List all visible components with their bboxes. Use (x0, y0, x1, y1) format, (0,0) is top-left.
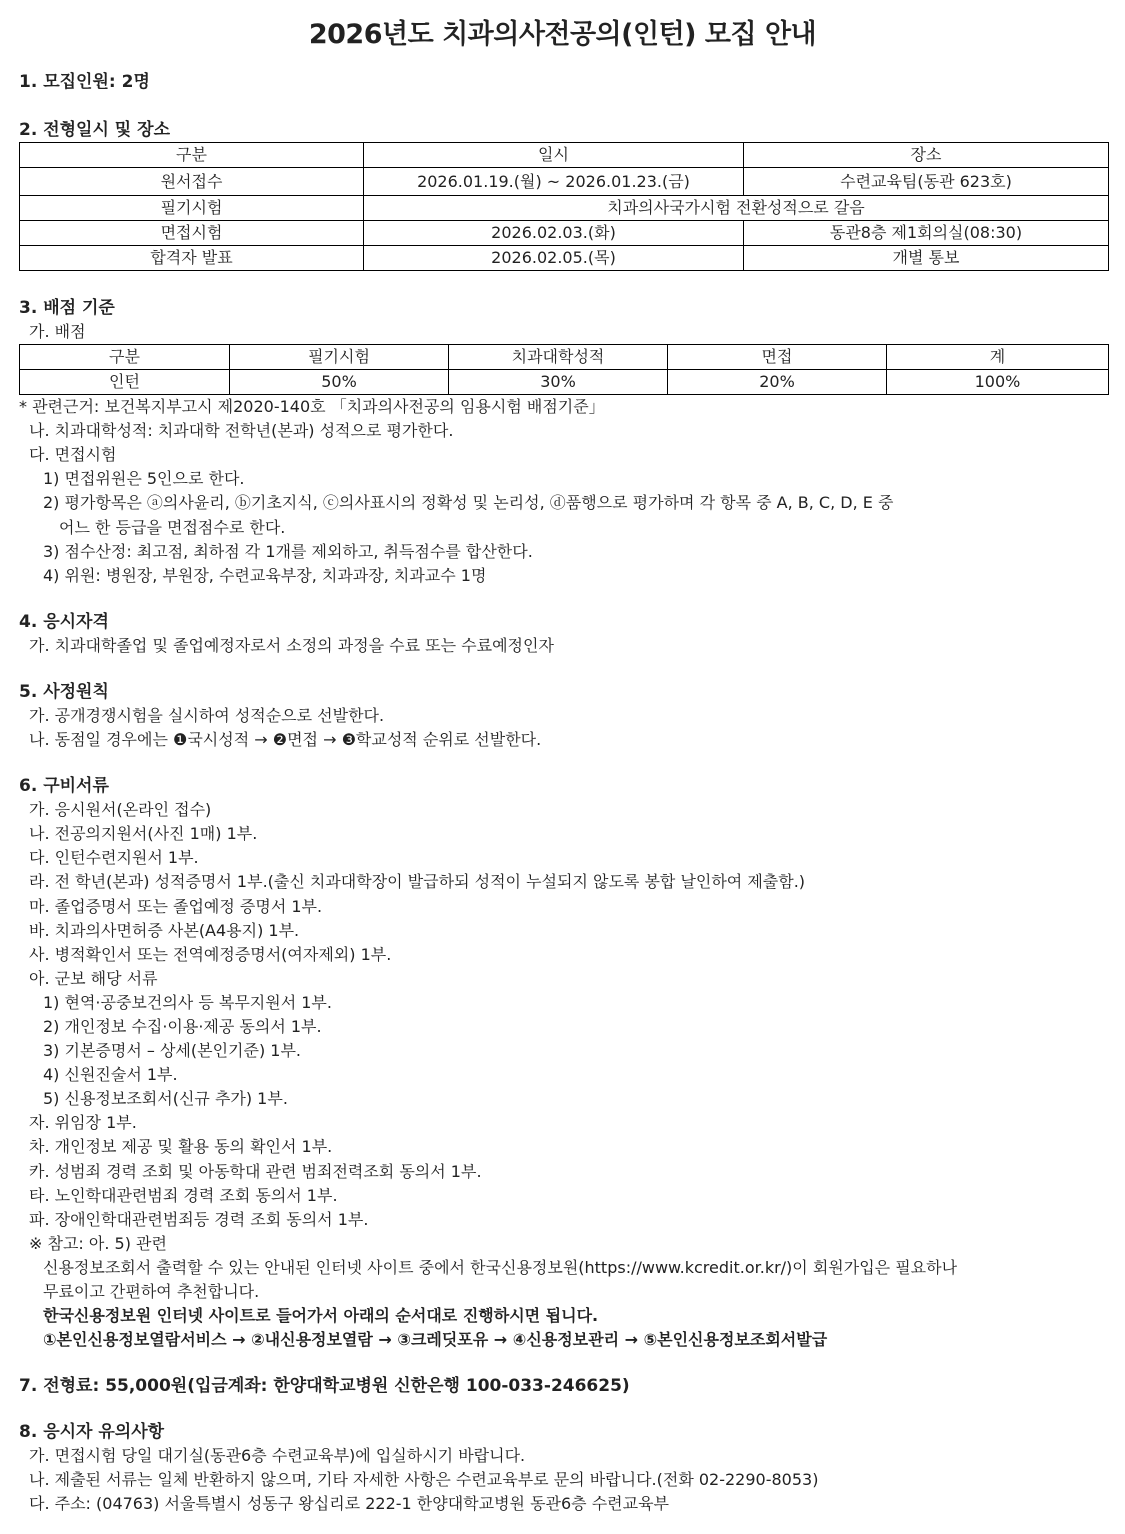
list-item: 나. 동점일 경우에는 ❶국시성적 → ❷면접 → ❸학교성적 순위로 선발한다. (29, 730, 542, 750)
section-2-title: 2. 전형일시 및 장소 (19, 120, 170, 140)
list-item: 가. 공개경쟁시험을 실시하여 성적순으로 선발한다. (29, 705, 385, 725)
table-row (20, 221, 1109, 246)
list-item-continuation: 어느 한 등급을 면접점수로 한다. (59, 517, 286, 537)
list-item: 3) 점수산정: 최고점, 최하점 각 1개를 제외하고, 취득점수를 합산한다. (43, 541, 533, 561)
section-1-title: 1. 모집인원: 2명 (19, 72, 150, 92)
sub-list-item: 3) 기본증명서 – 상세(본인기준) 1부. (43, 1041, 301, 1061)
list-item: 라. 전 학년(본과) 성적증명서 1부.(출신 치과대학장이 발급하되 성적이 누설되지 않도록 봉합 날인하여 제출함.) (29, 872, 806, 892)
table-cell: 필기시험 (20, 196, 364, 221)
list-item: 다. 주소: (04763) 서울특별시 성동구 왕십리로 222-1 한양대학교병원 동관6층 수련교육부 (29, 1494, 669, 1514)
spacer (19, 271, 1109, 296)
list-item: 아. 군보 해당 서류 (29, 968, 158, 988)
list-item: 파. 장애인학대관련범죄등 경력 조회 동의서 1부. (29, 1209, 369, 1229)
table-cell: 합격자 발표 (20, 246, 364, 271)
score-table (19, 344, 1109, 395)
sub-list-item: 5) 신용정보조회서(신규 추가) 1부. (43, 1089, 288, 1109)
table-cell: 개별 통보 (744, 246, 1109, 271)
note-title: ※ 참고: 아. 5) 관련 (29, 1233, 167, 1253)
note-instruction: 한국신용정보원 인터넷 사이트로 들어가서 아래의 순서대로 진행하시면 됩니다. (43, 1306, 599, 1326)
sub-list-item: 2) 개인정보 수집·이용·제공 동의서 1부. (43, 1016, 322, 1036)
note-steps: ①본인신용정보열람서비스 → ②내신용정보열람 → ③크레딧포유 → ④신용정보관리 → ⑤본인신용정보조회서발급 (43, 1330, 828, 1350)
sub-list-item: 1) 현역·공중보건의사 등 복무지원서 1부. (43, 992, 332, 1012)
list-item: 카. 성범죄 경력 조회 및 아동학대 관련 범죄전력조회 동의서 1부. (29, 1161, 482, 1181)
table-cell: 수련교육팀(동관 623호) (744, 168, 1109, 196)
table-row (20, 246, 1109, 271)
table-cell: 치과의사국가시험 전환성적으로 갈음 (364, 196, 1109, 221)
page-title: 2026년도 치과의사전공의(인턴) 모집 안내 (308, 19, 817, 50)
section-6-title: 6. 구비서류 (19, 776, 109, 797)
note-line: 무료이고 간편하여 추천합니다. (43, 1282, 260, 1301)
spacer (19, 752, 1109, 774)
list-item: 가. 면접시험 당일 대기실(동관6층 수련교육부)에 입실하시기 바랍니다. (29, 1446, 526, 1466)
list-item: 4) 위원: 병원장, 부원장, 수련교육부장, 치과과장, 치과교수 1명 (43, 565, 487, 585)
list-item: 나. 전공의지원서(사진 1매) 1부. (29, 824, 258, 844)
table-row (20, 370, 1109, 395)
table-header-cell: 일시 (364, 143, 744, 168)
document-body (19, 70, 1109, 1517)
spacer (19, 1352, 1109, 1374)
list-item: 가. 치과대학졸업 및 졸업예정자로서 소정의 과정을 수료 또는 수료예정인자 (29, 635, 554, 655)
section-8-title: 8. 응시자 유의사항 (19, 1422, 165, 1443)
list-item: 나. 제출된 서류는 일체 반환하지 않으며, 기타 자세한 사항은 수련교육부로 문의 바랍니다.(전화 02-2290-8053) (29, 1470, 819, 1490)
spacer (19, 658, 1109, 680)
table-cell: 20% (668, 370, 887, 395)
table-cell: 인턴 (20, 370, 230, 395)
list-item: 차. 개인정보 제공 및 활용 동의 확인서 1부. (29, 1137, 333, 1157)
list-item: 마. 졸업증명서 또는 졸업예정 증명서 1부. (29, 896, 323, 916)
table-cell: 100% (887, 370, 1109, 395)
section-3-sub-a: 가. 배점 (29, 322, 86, 341)
schedule-table (19, 142, 1109, 271)
list-item: 자. 위임장 1부. (29, 1113, 137, 1133)
table-cell: 2026.02.05.(목) (364, 246, 744, 271)
list-item: 1) 면접위원은 5인으로 한다. (43, 469, 245, 489)
section-4-title: 4. 응시자격 (19, 611, 109, 632)
table-header-row (20, 143, 1109, 168)
table-header-cell: 구분 (20, 143, 364, 168)
table-cell: 2026.02.03.(화) (364, 221, 744, 246)
section-3-sub-b: 나. 치과대학성적: 치과대학 전학년(본과) 성적으로 평가한다. (29, 421, 454, 441)
table-row (20, 196, 1109, 221)
table-header-cell: 치과대학성적 (449, 345, 668, 370)
table-cell: 2026.01.19.(월) ~ 2026.01.23.(금) (364, 168, 744, 196)
table-header-cell: 장소 (744, 143, 1109, 168)
sub-list-item: 4) 신원진술서 1부. (43, 1065, 178, 1085)
section-3-sub-c: 다. 면접시험 (29, 445, 117, 465)
table-cell: 동관8층 제1회의실(08:30) (744, 221, 1109, 246)
table-header-cell: 면접 (668, 345, 887, 370)
spacer (19, 94, 1109, 118)
table-cell: 면접시험 (20, 221, 364, 246)
list-item: 가. 응시원서(온라인 접수) (29, 800, 212, 820)
table-cell: 원서접수 (20, 168, 364, 196)
legal-basis-note: * 관련근거: 보건복지부고시 제2020-140호 「치과의사전공의 임용시험 배점기준」 (19, 397, 605, 417)
note-line: 신용정보조회서 출력할 수 있는 안내된 인터넷 사이트 중에서 한국신용정보원(https://www.kcredit.or.kr/)이 회원가입은 필요하나 (43, 1257, 958, 1277)
table-header-row (20, 345, 1109, 370)
table-header-cell: 구분 (20, 345, 230, 370)
section-5-title: 5. 사정원칙 (19, 681, 109, 702)
list-item: 사. 병적확인서 또는 전역예정증명서(여자제외) 1부. (29, 944, 392, 964)
list-item: 다. 인턴수련지원서 1부. (29, 848, 199, 868)
table-cell: 30% (449, 370, 668, 395)
spacer (19, 588, 1109, 610)
list-item: 2) 평가항목은 ⓐ의사윤리, ⓑ기초지식, ⓒ의사표시의 정확성 및 논리성, ⓓ품행으로 평가하며 각 항목 중 A, B, C, D, E 중 (43, 493, 894, 513)
spacer (19, 1398, 1109, 1420)
table-header-cell: 필기시험 (230, 345, 449, 370)
list-item: 바. 치과의사면허증 사본(A4용지) 1부. (29, 920, 300, 940)
section-3-title: 3. 배점 기준 (19, 298, 115, 318)
table-header-cell: 계 (887, 345, 1109, 370)
list-item: 타. 노인학대관련범죄 경력 조회 동의서 1부. (29, 1185, 338, 1205)
table-row (20, 168, 1109, 196)
table-cell: 50% (230, 370, 449, 395)
section-7-title: 7. 전형료: 55,000원(입금계좌: 한양대학교병원 신한은행 100-033-246625) (19, 1376, 630, 1397)
